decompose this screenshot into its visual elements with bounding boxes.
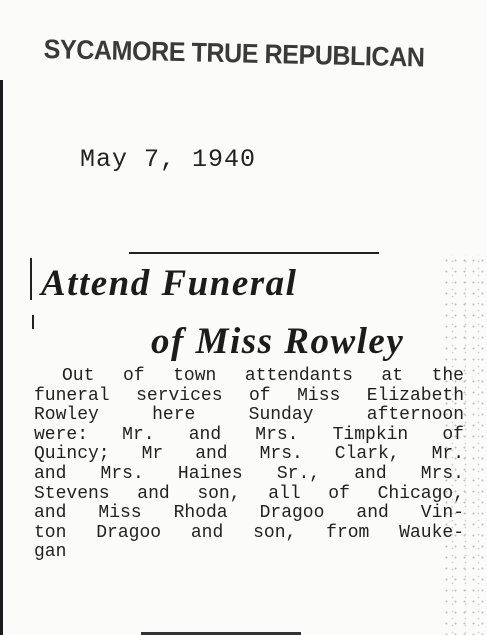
column-rule-mark — [32, 315, 34, 329]
headline-rule — [129, 252, 379, 254]
clipping-date: May 7, 1940 — [80, 145, 257, 174]
article-body — [34, 367, 464, 563]
newspaper-name-stamp: SYCAMORE TRUE REPUBLICAN — [43, 34, 425, 73]
article-line: Stevens and son, all of Chicago, — [34, 483, 464, 504]
article-line: were: Mr. and Mrs. Timpkin of — [34, 424, 464, 445]
article-line: Quincy; Mr and Mrs. Clark, Mr. — [34, 444, 464, 465]
article-line: gan — [34, 542, 67, 563]
headline-line-1: Attend Funeral — [41, 263, 298, 304]
column-rule-mark — [30, 258, 32, 300]
article-line: ton Dragoo and son, from Wauke- — [34, 522, 464, 543]
article-line: funeral services of Miss Elizabeth — [34, 385, 464, 406]
article-clipping — [26, 240, 471, 635]
scan-edge-line — [0, 80, 3, 635]
article-line: Out of town attendants at the — [62, 366, 464, 386]
article-line: and Mrs. Haines Sr., and Mrs. — [34, 463, 464, 484]
article-line: Rowley here Sunday afternoon — [34, 405, 464, 426]
headline-line-2: of Miss Rowley — [151, 321, 405, 362]
article-line: and Miss Rhoda Dragoo and Vin- — [34, 503, 464, 524]
